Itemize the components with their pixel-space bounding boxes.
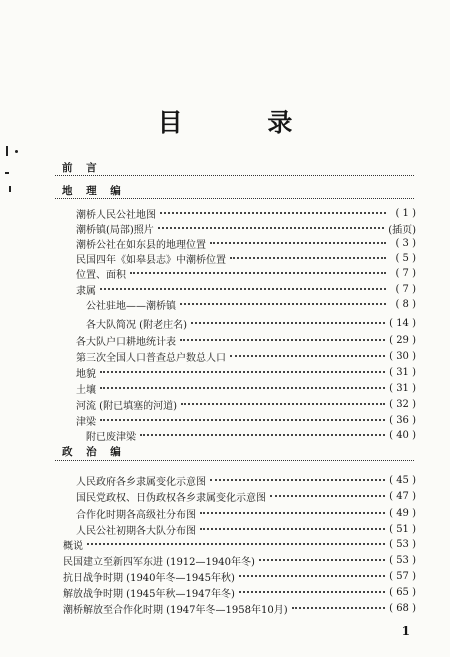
toc-entry[interactable]: [76, 364, 416, 380]
toc-entry-page: ( 7 ): [395, 267, 416, 279]
toc-entry[interactable]: [76, 488, 416, 504]
toc-entry-page: ( 65 ): [389, 586, 416, 598]
toc-entry-label: 解放战争时期 (1945年秋—1947年冬): [63, 588, 235, 600]
toc-entry-page: ( 8 ): [395, 298, 416, 310]
toc-entry-page: ( 1 ): [395, 207, 416, 219]
leader-dots: [292, 607, 386, 609]
toc-entry[interactable]: [86, 315, 416, 331]
toc-entry[interactable]: [76, 265, 416, 281]
toc-entry-label: 公社驻地——潮桥镇: [86, 300, 176, 312]
toc-entry-label: 河流 (附已填塞的河道): [76, 400, 177, 412]
toc-entry-label: 位置、面积: [76, 269, 126, 281]
toc-entry[interactable]: [76, 396, 416, 412]
toc-entry-page: ( 45 ): [389, 474, 416, 486]
toc-entry-page: ( 29 ): [389, 334, 416, 346]
toc-entry[interactable]: [63, 584, 416, 600]
toc-entry[interactable]: [76, 250, 416, 266]
toc-entry[interactable]: [63, 552, 416, 568]
toc-entry[interactable]: [76, 281, 416, 297]
toc-entry[interactable]: [76, 348, 416, 364]
toc-entry-label: 概说: [63, 540, 83, 552]
toc-entry[interactable]: [76, 332, 416, 348]
toc-entry-page: ( 31 ): [389, 382, 416, 394]
page-title: 目 录: [157, 108, 331, 137]
margin-mark: [15, 150, 18, 153]
toc-entry-page: ( 49 ): [389, 507, 416, 519]
toc-entry-label: 国民党政权、日伪政权各乡隶属变化示意图: [76, 492, 266, 504]
toc-entry-label: 合作化时期各高级社分布图: [76, 509, 196, 521]
leader-dots: [160, 212, 386, 214]
leader-dots: [239, 591, 385, 593]
toc-entry[interactable]: [63, 568, 416, 584]
toc-entry-label: 潮桥解放至合作化时期 (1947年冬—1958年10月): [63, 604, 288, 616]
toc-entry-page: ( 31 ): [389, 366, 416, 378]
toc-entry-page: ( 40 ): [389, 429, 416, 441]
toc-entry-label: 第三次全国人口普查总户数总人口: [76, 352, 226, 364]
toc-entry-page: ( 51 ): [389, 523, 416, 535]
leader-dots: [210, 479, 385, 481]
toc-entry-label: 抗日战争时期 (1940年冬—1945年秋): [63, 572, 235, 584]
toc-entry[interactable]: [86, 427, 416, 443]
toc-entry-page: ( 53 ): [389, 554, 416, 566]
toc-entry-page: ( 14 ): [389, 317, 416, 329]
toc-entry-page: ( 57 ): [389, 570, 416, 582]
toc-entry-label: 民国四年《如皋县志》中潮桥位置: [76, 254, 226, 266]
section-heading-politics: 政 治 编: [62, 446, 126, 458]
toc-entry[interactable]: [76, 412, 416, 428]
leader-dots: [140, 434, 385, 436]
leader-dots: [87, 543, 385, 545]
leader-dots: [100, 419, 385, 421]
section-heading-geography: 地 理 编: [62, 185, 126, 197]
toc-entry-page: ( 68 ): [389, 602, 416, 614]
toc-entry-label: 津梁: [76, 416, 96, 428]
leader-dots: [100, 288, 386, 290]
toc-entry[interactable]: [76, 521, 416, 537]
leader-dots: [210, 242, 386, 244]
toc-entry-label: 土壤: [76, 384, 96, 396]
toc-entry-label: 隶属: [76, 285, 96, 297]
toc-entry[interactable]: [76, 505, 416, 521]
margin-mark: [6, 146, 8, 156]
toc-entry-label: 潮桥镇(局部)照片: [76, 224, 154, 236]
leader-dots: [181, 403, 385, 405]
toc-entry[interactable]: [76, 235, 416, 251]
page-number: 1: [401, 624, 410, 638]
leader-dots: [180, 303, 386, 305]
toc-entry-label: 附已废津梁: [86, 431, 136, 443]
leader-dots: [191, 322, 385, 324]
toc-entry-page: ( 47 ): [389, 490, 416, 502]
margin-mark: [5, 172, 9, 174]
section-divider: [55, 175, 414, 176]
toc-entry-page: ( 36 ): [389, 414, 416, 426]
leader-dots: [200, 512, 385, 514]
toc-entry[interactable]: [86, 296, 416, 312]
leader-dots: [100, 371, 385, 373]
toc-entry-label: 潮桥人民公社地图: [76, 209, 156, 221]
toc-entry[interactable]: [76, 472, 416, 488]
section-divider: [55, 460, 414, 461]
toc-entry-page: ( 53 ): [389, 538, 416, 550]
section-divider: [55, 198, 414, 199]
margin-mark: [9, 186, 11, 192]
leader-dots: [180, 339, 385, 341]
toc-entry-label: 人民公社初期各大队分布图: [76, 525, 196, 537]
toc-entry[interactable]: [76, 380, 416, 396]
toc-entry[interactable]: [63, 600, 416, 616]
leader-dots: [200, 528, 385, 530]
leader-dots: [230, 257, 386, 259]
leader-dots: [100, 387, 385, 389]
toc-entry-label: 民国建立至新四军东进 (1912—1940年冬): [63, 556, 255, 568]
section-heading-preface: 前 言: [62, 162, 102, 174]
leader-dots: [270, 495, 385, 497]
toc-entry-page: ( 3 ): [395, 237, 416, 249]
toc-entry[interactable]: [76, 220, 416, 236]
toc-entry-page: (插页): [388, 224, 416, 236]
toc-entry-label: 地貌: [76, 368, 96, 380]
toc-entry-page: ( 32 ): [389, 398, 416, 410]
toc-entry-page: ( 30 ): [389, 350, 416, 362]
leader-dots: [259, 559, 385, 561]
toc-entry-label: 各大队简况 (附老庄名): [86, 319, 187, 331]
toc-entry-page: ( 5 ): [395, 252, 416, 264]
toc-entry[interactable]: [63, 536, 416, 552]
toc-entry-label: 人民政府各乡隶属变化示意图: [76, 476, 206, 488]
toc-entry[interactable]: [76, 205, 416, 221]
toc-entry-page: ( 7 ): [395, 283, 416, 295]
leader-dots: [239, 575, 385, 577]
toc-entry-label: 各大队户口耕地统计表: [76, 336, 176, 348]
leader-dots: [158, 227, 384, 229]
toc-entry-label: 潮桥公社在如东县的地理位置: [76, 239, 206, 251]
leader-dots: [230, 355, 385, 357]
leader-dots: [130, 272, 386, 274]
